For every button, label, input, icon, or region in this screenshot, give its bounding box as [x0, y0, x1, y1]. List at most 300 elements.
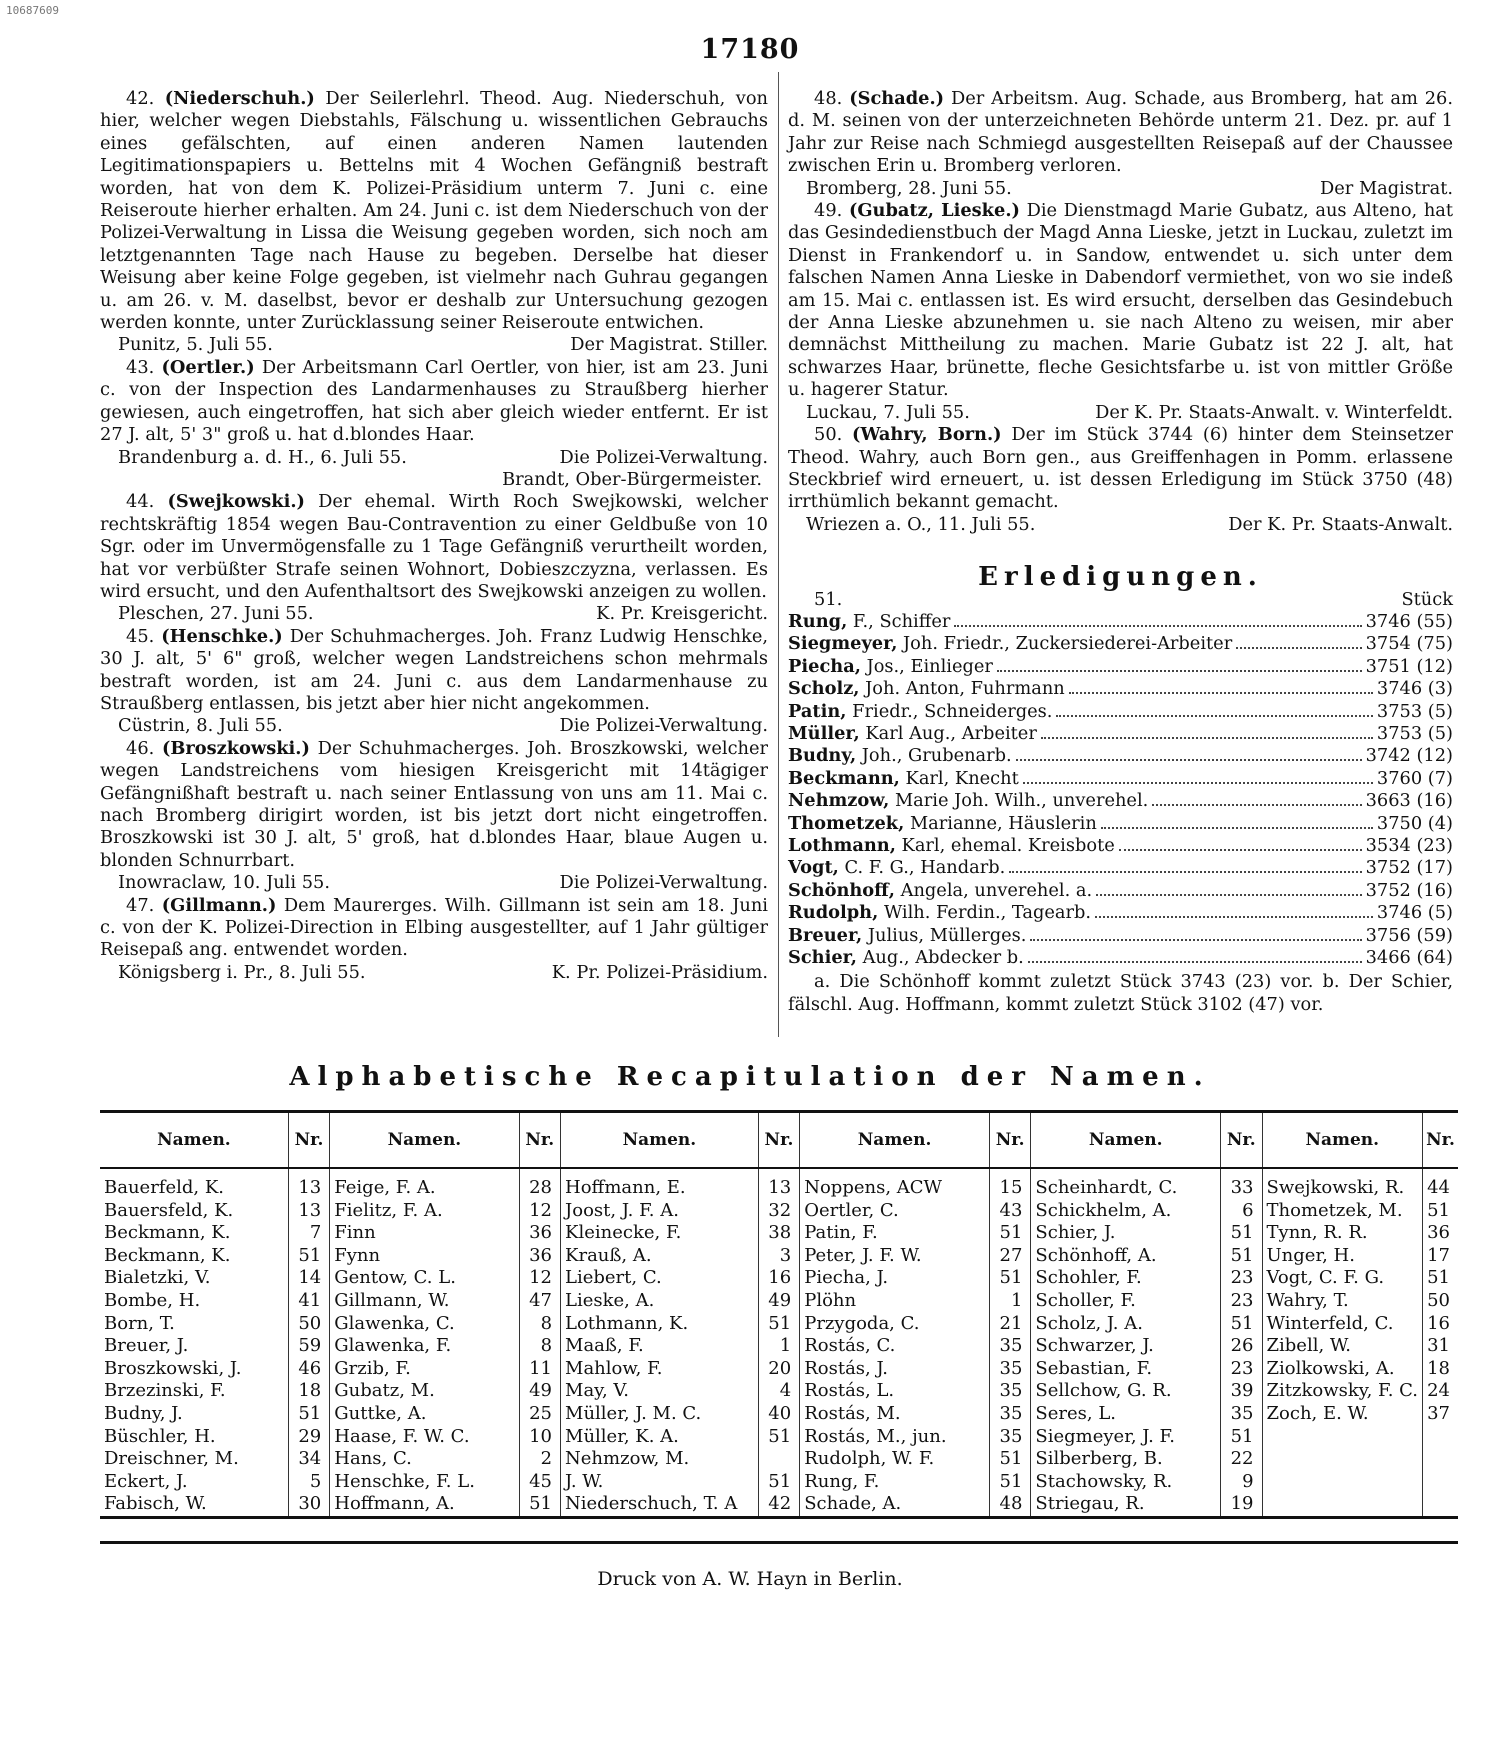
- header-name: Namen.: [1262, 1113, 1422, 1168]
- recap-name: Rostás, L.: [800, 1380, 990, 1403]
- notice-body: Der ehemal. Wirth Roch Swejkowski, welcher rechtskräftig 1854 wegen Bau-Contravention zu einer Geldbuße von 10 Sgr. oder im Unvermögensfalle zu 1 Tage Gefängniß verurtheilt worden, hat vor verbüßter Strafe seinen Wohnort, Dobieszczyzna, verlassen. Es wird ersucht, und den Aufenthaltsort des Swejkowski anzeigen zu wollen.: [100, 491, 768, 602]
- erledigung-stueck: 3746 (55): [1365, 610, 1453, 632]
- recap-name: Siegmeyer, J. F.: [1031, 1426, 1221, 1449]
- notice-text: [100, 357, 768, 447]
- recap-name: [1262, 1471, 1422, 1494]
- recap-number: 43: [989, 1200, 1030, 1223]
- recap-name: Müller, J. M. C.: [561, 1403, 759, 1426]
- notice-signature: [788, 402, 1453, 424]
- notice-entry: [100, 357, 768, 491]
- recap-number: 20: [758, 1358, 799, 1381]
- dot-leader: [1101, 827, 1373, 829]
- notice-number: 42.: [126, 88, 155, 109]
- signature-authority: Der Magistrat. Stiller.: [570, 334, 768, 356]
- recap-number: 51: [1221, 1245, 1262, 1268]
- recap-name: Gubatz, M.: [330, 1380, 519, 1403]
- recap-number: 37: [1427, 1402, 1450, 1424]
- notice-number: 50.: [814, 424, 843, 446]
- erledigung-description: Karl, ehemal. Kreisbote: [901, 835, 1115, 856]
- notice-number: 47.: [126, 894, 155, 916]
- erledigung-name: Patin,: [788, 700, 847, 722]
- erledigung-name: Thometzek,: [788, 812, 905, 834]
- erledigung-item: [788, 745, 1453, 767]
- signature-authority: Der K. Pr. Staats-Anwalt.: [1228, 513, 1453, 535]
- signature-place-date: Pleschen, 27. Juni 55.: [118, 603, 314, 625]
- recap-name: Rostás, M.: [800, 1403, 990, 1426]
- recap-name: Rostás, J.: [800, 1358, 990, 1381]
- signature-authority: K. Pr. Kreisgericht.: [596, 603, 768, 625]
- recap-number: 51: [989, 1448, 1030, 1471]
- recap-name: Beckmann, K.: [100, 1222, 288, 1245]
- dot-leader: [1236, 647, 1361, 649]
- recap-number: 7: [288, 1222, 329, 1245]
- recap-name: Bombe, H.: [100, 1290, 288, 1313]
- notice-number: 49.: [814, 200, 843, 222]
- table-row: [100, 1358, 1458, 1381]
- notice-name: (Gillmann.): [161, 894, 277, 916]
- recap-number: 23: [1221, 1358, 1262, 1381]
- recap-name: Fynn: [330, 1245, 519, 1268]
- notice-name: (Henschke.): [161, 625, 283, 647]
- recap-name: Nehmzow, M.: [561, 1448, 759, 1471]
- erledigung-stueck: 3754 (75): [1365, 633, 1453, 655]
- recap-number: 48: [989, 1493, 1030, 1516]
- notice-name: (Schade.): [849, 88, 945, 109]
- notice-text: [788, 200, 1453, 402]
- recap-number: 15: [989, 1168, 1030, 1200]
- recap-number: 49: [758, 1290, 799, 1313]
- recap-number: 39: [1221, 1380, 1262, 1403]
- erledigung-name: Scholz,: [788, 678, 860, 700]
- recap-name: Lieske, A.: [561, 1290, 759, 1313]
- notice-signature: [100, 715, 768, 737]
- signature-authority: Die Polizei-Verwaltung.: [559, 446, 768, 468]
- recap-name: Fabisch, W.: [100, 1493, 288, 1516]
- archive-stamp: 10687609: [6, 4, 59, 17]
- recapitulation-table: [100, 1110, 1458, 1519]
- erledigung-stueck: 3753 (5): [1376, 700, 1453, 722]
- notice-body: Der Schuhmacherges. Joh. Franz Ludwig Henschke, 30 J. alt, 5' 6" groß, welcher wegen Landstreichens schon mehrmals bestraft worden, ist am 24. Juni c. aus dem Landarmenhause zu Straußberg entlassen, bis jetzt aber hier nicht angekommen.: [100, 625, 769, 714]
- erledigung-item: [788, 880, 1453, 902]
- recap-name: Eckert, J.: [100, 1471, 288, 1494]
- recap-name: Liebert, C.: [561, 1267, 759, 1290]
- recap-name: [1262, 1448, 1422, 1471]
- recap-name: Stachowsky, R.: [1031, 1471, 1221, 1494]
- table-row: [100, 1335, 1458, 1358]
- recap-number: 16: [1427, 1312, 1450, 1334]
- recap-number: 23: [1221, 1290, 1262, 1313]
- recap-number: 4: [758, 1380, 799, 1403]
- recap-number: 35: [989, 1380, 1030, 1403]
- recap-number: 24: [1427, 1380, 1450, 1402]
- recap-number: 49: [519, 1380, 560, 1403]
- recap-number: 51: [1221, 1426, 1262, 1449]
- recap-name: Beckmann, K.: [100, 1245, 288, 1268]
- recap-name: Lothmann, K.: [561, 1313, 759, 1336]
- table-row: [100, 1493, 1458, 1516]
- recap-number: [1423, 1493, 1459, 1516]
- recap-number: 19: [1221, 1493, 1262, 1516]
- recap-number: 40: [758, 1403, 799, 1426]
- dot-leader: [954, 625, 1361, 627]
- signature-place-date: Cüstrin, 8. Juli 55.: [118, 715, 283, 737]
- notice-signature: [100, 962, 768, 984]
- dot-leader: [997, 670, 1362, 672]
- recap-number: [1423, 1426, 1459, 1449]
- left-column: [100, 88, 768, 984]
- recap-name: Plöhn: [800, 1290, 990, 1313]
- erledigung-item: [788, 611, 1453, 633]
- header-name: Namen.: [330, 1113, 519, 1168]
- header-nr: Nr.: [288, 1113, 329, 1168]
- recap-name: Schohler, F.: [1031, 1267, 1221, 1290]
- recapitulation-title: Alphabetische Recapitulation der Namen.: [289, 1062, 1211, 1092]
- dot-leader: [1023, 782, 1373, 784]
- recap-number: 1: [989, 1290, 1030, 1313]
- erledigung-name: Nehmzow,: [788, 790, 890, 812]
- recap-name: Kleinecke, F.: [561, 1222, 759, 1245]
- recap-number: 11: [519, 1358, 560, 1381]
- recap-number: 35: [989, 1335, 1030, 1358]
- erledigung-stueck: 3756 (59): [1365, 924, 1453, 946]
- recap-name: Müller, K. A.: [561, 1426, 759, 1449]
- recap-number: 51: [288, 1403, 329, 1426]
- notice-number: 43.: [126, 356, 155, 378]
- recap-number: 33: [1221, 1168, 1262, 1200]
- erledigung-item: [788, 768, 1453, 790]
- notice-body: Die Dienstmagd Marie Gubatz, aus Alteno, hat das Gesindedienstbuch der Magd Anna Lieske, jetzt in Luckau, zuletzt im Dienst in Frankendorf u. in Sandow, entwendet u. sich unter dem falschen Namen Anna Lieske in Dabendorf vermiethet, von wo sie indeß am 15. Mai c. entlassen ist. Es wird ersucht, derselben das Gesindebuch der Anna Lieske abzunehmen u. sie nach Alteno zu weisen, mir aber demnächst Mittheilung zu machen. Marie Gubatz ist 22 J. alt, hat schwarzes Haar, brünette, fleche Gesichtsfarbe u. ist von mittler Größe u. hagerer Statur.: [788, 200, 1454, 401]
- recap-number: 51: [989, 1222, 1030, 1245]
- notice-body: Der Seilerlehrl. Theod. Aug. Niederschuh, von hier, welcher wegen Diebstahls, Fälschung u. wissentlichen Gebrauchs eines gefälschten, auf einen anderen Namen lautenden Legitimationspapiers u. Bettelns mit 4 Wochen Gefängniß bestraft worden, hat von dem K. Polizei-Präsidium unterm 7. Juni c. eine Reiseroute hierher erhalten. Am 24. Juni c. ist dem Niederschuch von der Polizei-Verwaltung in Lissa die Weisung gegeben worden, sich noch am letztgenannten Tage nach Hause zu begeben. Derselbe hat dieser Weisung aber keine Folge gegeben, ist vielmehr nach Guhrau gegangen u. am 26. v. M. daselbst, bevor er deshalb zur Untersuchung gezogen werden konnte, unter Zurücklassung seiner Reiseroute entwichen.: [100, 88, 768, 334]
- header-nr: Nr.: [989, 1113, 1030, 1168]
- erledigung-stueck: 3534 (23): [1365, 835, 1453, 856]
- recap-name: Büschler, H.: [100, 1426, 288, 1449]
- notice-name: (Niederschuh.): [164, 88, 315, 109]
- recap-name: Bauerfeld, K.: [100, 1168, 288, 1200]
- recap-number: 9: [1221, 1471, 1262, 1494]
- notice-body: Dem Maurerges. Wilh. Gillmann ist sein am 18. Juni c. von der K. Polizei-Direction in Elbing ausgestellter, auf 1 Jahr gültiger Reisepaß ang. entwendet worden.: [100, 894, 768, 961]
- erledigung-name: Beckmann,: [788, 767, 900, 789]
- erledigung-name: Müller,: [788, 722, 860, 744]
- notice-name: (Swejkowski.): [167, 491, 305, 513]
- notice-entry: [100, 88, 768, 357]
- signature-authority: K. Pr. Polizei-Präsidium.: [551, 961, 768, 983]
- table-row: [100, 1267, 1458, 1290]
- recap-name: Gillmann, W.: [330, 1290, 519, 1313]
- recap-name: Fielitz, F. A.: [330, 1200, 519, 1223]
- recap-name: Krauß, A.: [561, 1245, 759, 1268]
- notice-signature: [100, 334, 768, 356]
- erledigung-name: Schönhoff,: [788, 879, 895, 901]
- erledigung-item: [788, 678, 1453, 700]
- page-number: 17180: [700, 34, 800, 65]
- recap-name: Wahry, T.: [1262, 1290, 1422, 1313]
- erledigung-name: Budny,: [788, 745, 857, 767]
- recap-name: Budny, J.: [100, 1403, 288, 1426]
- dot-leader: [1009, 871, 1361, 873]
- signature-authority: Die Polizei-Verwaltung.: [559, 715, 768, 737]
- dot-leader: [1028, 961, 1362, 963]
- erledigung-description: F., Schiffer: [852, 610, 951, 632]
- recap-number: 35: [1221, 1403, 1262, 1426]
- recap-name: Zoch, E. W.: [1262, 1403, 1422, 1426]
- recap-number: 51: [989, 1471, 1030, 1494]
- recap-name: Piecha, J.: [800, 1267, 990, 1290]
- notice-body: Der Schuhmacherges. Joh. Broszkowski, welcher wegen Landstreichens vom hiesigen Kreisgericht mit 14tägiger Gefängnißhaft bestraft u. nach seiner Entlassung von uns am 11. Mai c. nach Bromberg dirigirt worden, ist bis jetzt dort nicht eingetroffen. Broszkowski ist 30 J. alt, 5' groß, hat d.blondes Haar, blaue Augen u. blonden Schnurrbart.: [100, 737, 769, 871]
- dot-leader: [1069, 692, 1373, 694]
- recap-number: 16: [758, 1267, 799, 1290]
- recap-number: 17: [1427, 1244, 1450, 1266]
- recap-number: 51: [758, 1471, 799, 1494]
- recap-name: Hoffmann, E.: [561, 1168, 759, 1200]
- dot-leader: [1152, 804, 1361, 806]
- signature-place-date: Bromberg, 28. Juni 55.: [806, 177, 1012, 199]
- recap-number: 18: [288, 1380, 329, 1403]
- recap-number: 44: [1427, 1177, 1450, 1198]
- recap-number: 2: [519, 1448, 560, 1471]
- recap-number: 51: [1427, 1267, 1450, 1289]
- recap-name: Broszkowski, J.: [100, 1358, 288, 1381]
- recap-number: 14: [288, 1267, 329, 1290]
- recap-name: Hans, C.: [330, 1448, 519, 1471]
- recap-number: 46: [288, 1358, 329, 1381]
- right-column: [788, 88, 1453, 1016]
- recap-name: Ziolkowski, A.: [1262, 1358, 1422, 1381]
- recap-number: 45: [519, 1471, 560, 1494]
- erledigung-description: Julius, Müllerges.: [867, 924, 1027, 946]
- notice-text: [100, 895, 768, 962]
- recap-number: 25: [519, 1403, 560, 1426]
- notice-signature: [100, 447, 768, 469]
- recap-name: Schwarzer, J.: [1031, 1335, 1221, 1358]
- notice-number: 45.: [126, 625, 155, 647]
- recap-number: 51: [758, 1426, 799, 1449]
- recap-number: 12: [519, 1200, 560, 1223]
- notice-signature: [100, 872, 768, 894]
- recap-name: Scholz, J. A.: [1031, 1313, 1221, 1336]
- recap-name: Dreischner, M.: [100, 1448, 288, 1471]
- recap-number: 42: [758, 1493, 799, 1516]
- recap-number: 31: [1427, 1335, 1450, 1357]
- header-name: Namen.: [100, 1113, 288, 1168]
- notice-entry: [100, 738, 768, 895]
- notice-name: (Broszkowski.): [161, 737, 310, 759]
- dot-leader: [1041, 737, 1373, 739]
- signature-place-date: Wriezen a. O., 11. Juli 55.: [806, 513, 1036, 535]
- recap-number: 36: [519, 1222, 560, 1245]
- erledigung-name: Lothmann,: [788, 835, 896, 856]
- notice-entry: [100, 626, 768, 738]
- recap-name: Schier, J.: [1031, 1222, 1221, 1245]
- recap-name: Feige, F. A.: [330, 1168, 519, 1200]
- header-name: Namen.: [1031, 1113, 1221, 1168]
- recap-number: 36: [1427, 1222, 1450, 1244]
- recap-name: May, V.: [561, 1380, 759, 1403]
- table-row: [100, 1222, 1458, 1245]
- recap-number: 13: [288, 1168, 329, 1200]
- recap-number: 35: [989, 1426, 1030, 1449]
- notice-body: Der Arbeitsm. Aug. Schade, aus Bromberg, hat am 26. d. M. seinen von der unterzeichneten Behörde unterm 21. Dez. pr. auf 1 Jahr zur Reise nach Schmiegd ausgestellten Reisepaß auf der Chaussee zwischen Erin u. Bromberg verloren.: [788, 88, 1453, 177]
- recap-name: Swejkowski, R.: [1262, 1168, 1422, 1200]
- recap-name: Schade, A.: [800, 1493, 990, 1516]
- recap-name: Seres, L.: [1031, 1403, 1221, 1426]
- recap-name: Finn: [330, 1222, 519, 1245]
- dot-leader: [1056, 715, 1372, 717]
- recap-name: Unger, H.: [1262, 1245, 1422, 1268]
- notice-entry: [788, 424, 1453, 536]
- notice-text: [100, 626, 768, 716]
- notice-text: [788, 424, 1453, 514]
- recap-name: Joost, J. F. A.: [561, 1200, 759, 1223]
- recap-number: 50: [288, 1313, 329, 1336]
- recap-name: Przygoda, C.: [800, 1313, 990, 1336]
- recap-name: Sebastian, F.: [1031, 1358, 1221, 1381]
- recap-name: Niederschuch, T. A: [561, 1493, 759, 1516]
- erledigung-item: [788, 633, 1453, 655]
- erledigung-stueck: 3746 (3): [1376, 678, 1453, 700]
- erledigung-item: [788, 835, 1453, 857]
- recap-number: 18: [1427, 1357, 1450, 1379]
- erledigung-name: Piecha,: [788, 655, 861, 677]
- recap-number: 8: [519, 1335, 560, 1358]
- recap-number: 26: [1221, 1335, 1262, 1358]
- erledigung-description: Angela, unverehel. a.: [900, 879, 1093, 901]
- dot-leader: [1119, 849, 1362, 851]
- recap-number: 28: [519, 1168, 560, 1200]
- erledigung-item: [788, 723, 1453, 745]
- recap-name: Zitzkowsky, F. C.: [1262, 1380, 1422, 1403]
- erledigung-description: Joh. Anton, Fuhrmann: [865, 678, 1065, 700]
- recap-name: Grzib, F.: [330, 1358, 519, 1381]
- recap-number: 51: [519, 1493, 560, 1516]
- notice-number: 44.: [126, 491, 155, 513]
- erledigung-description: Aug., Abdecker b.: [862, 947, 1024, 969]
- recap-name: Breuer, J.: [100, 1335, 288, 1358]
- erledigung-stueck: 3751 (12): [1365, 655, 1453, 677]
- dot-leader: [1030, 939, 1361, 941]
- signature-place-date: Königsberg i. Pr., 8. Juli 55.: [118, 961, 366, 983]
- recap-name: Zibell, W.: [1262, 1335, 1422, 1358]
- erledigung-description: Marie Joh. Wilh., unverehel.: [894, 790, 1149, 812]
- table-row: [100, 1245, 1458, 1268]
- recap-number: 36: [519, 1245, 560, 1268]
- recap-number: 47: [519, 1290, 560, 1313]
- recap-number: 51: [758, 1313, 799, 1336]
- recap-number: 35: [989, 1403, 1030, 1426]
- recap-number: 8: [519, 1313, 560, 1336]
- recap-number: 6: [1221, 1200, 1262, 1223]
- recap-name: Tynn, R. R.: [1262, 1222, 1422, 1245]
- table-row: [100, 1426, 1458, 1449]
- recap-name: Guttke, A.: [330, 1403, 519, 1426]
- notice-number: 48.: [814, 88, 843, 109]
- notice-text: [100, 88, 768, 334]
- notice-name: (Wahry, Born.): [852, 424, 1002, 446]
- signature-authority: Der K. Pr. Staats-Anwalt. v. Winterfeldt.: [1095, 401, 1453, 423]
- notice-signature: [788, 514, 1453, 536]
- recap-name: Brzezinski, F.: [100, 1380, 288, 1403]
- erledigung-stueck: 3750 (4): [1376, 812, 1453, 834]
- erledigung-name: Rudolph,: [788, 902, 879, 924]
- header-nr: Nr.: [758, 1113, 799, 1168]
- signature-place-date: Brandenburg a. d. H., 6. Juli 55.: [118, 446, 407, 468]
- table-row: [100, 1313, 1458, 1336]
- erledigung-description: Joh. Friedr., Zuckersiederei-Arbeiter: [903, 633, 1233, 655]
- notice-body: Der im Stück 3744 (6) hinter dem Steinsetzer Theod. Wahry, auch Born gen., aus Greiffenhagen in Pomm. erlassene Steckbrief wird erneuert, u. ist dessen Erledigung im Stück 3750 (48) irrthümlich bekannt gemacht.: [788, 424, 1454, 513]
- erledigung-description: Friedr., Schneiderges.: [852, 700, 1053, 722]
- table-row: [100, 1471, 1458, 1494]
- recap-number: 1: [758, 1335, 799, 1358]
- erledigung-stueck: 3466 (64): [1365, 947, 1453, 969]
- recap-number: 51: [1221, 1313, 1262, 1336]
- recap-name: Winterfeld, C.: [1262, 1313, 1422, 1336]
- recap-name: [1262, 1426, 1422, 1449]
- recap-name: [1262, 1493, 1422, 1516]
- erledigung-item: [788, 857, 1453, 879]
- erledigung-item: [788, 790, 1453, 812]
- notice-body: Der Arbeitsmann Carl Oertler, von hier, ist am 23. Juni c. von der Inspection des Landarmenhauses zu Straußberg hierher gewiesen, auch eingetroffen, hat sich aber gleich wieder entfernt. Er ist 27 J. alt, 5' 3" groß u. hat d.blondes Haar.: [100, 356, 769, 446]
- erledigung-description: Jos., Einlieger: [866, 655, 993, 677]
- recap-name: Vogt, C. F. G.: [1262, 1267, 1422, 1290]
- erledigung-stueck: 3746 (5): [1376, 902, 1453, 924]
- recap-name: Bauersfeld, K.: [100, 1200, 288, 1223]
- notice-text: [100, 738, 768, 872]
- recap-number: 34: [288, 1448, 329, 1471]
- notice-number: 46.: [126, 737, 155, 759]
- erledigung-name: Siegmeyer,: [788, 633, 898, 655]
- erledigung-description: Karl Aug., Arbeiter: [865, 722, 1037, 744]
- recap-number: 23: [1221, 1267, 1262, 1290]
- recap-number: 41: [288, 1290, 329, 1313]
- recap-name: Schickhelm, A.: [1031, 1200, 1221, 1223]
- recap-number: 38: [758, 1222, 799, 1245]
- recap-number: [1423, 1448, 1459, 1471]
- header-nr: Nr.: [519, 1113, 560, 1168]
- recap-name: Peter, J. F. W.: [800, 1245, 990, 1268]
- recap-number: 30: [288, 1493, 329, 1516]
- signature-authority: Der Magistrat.: [1320, 177, 1453, 199]
- erledigung-name: Schier,: [788, 947, 857, 969]
- recap-name: Glawenka, C.: [330, 1313, 519, 1336]
- erledigung-stueck: 3752 (16): [1365, 879, 1453, 901]
- erledigung-item: [788, 947, 1453, 969]
- recap-number: 51: [288, 1245, 329, 1268]
- erledigung-item: [788, 701, 1453, 723]
- recap-name: Oertler, C.: [800, 1200, 990, 1223]
- erledigung-name: Vogt,: [788, 857, 839, 879]
- recap-number: [1423, 1471, 1459, 1494]
- recap-name: Patin, F.: [800, 1222, 990, 1245]
- printer-imprint: Druck von A. W. Hayn in Berlin.: [597, 1568, 903, 1590]
- recap-name: Thometzek, M.: [1262, 1200, 1422, 1223]
- signature-official: Brandt, Ober-Bürgermeister.: [502, 468, 762, 490]
- erledigung-description: Wilh. Ferdin., Tagearb.: [883, 902, 1092, 924]
- table-row: [100, 1290, 1458, 1313]
- recap-number: 10: [519, 1426, 560, 1449]
- recap-name: Sellchow, G. R.: [1031, 1380, 1221, 1403]
- recap-name: Silberberg, B.: [1031, 1448, 1221, 1471]
- notice-signature: [788, 178, 1453, 200]
- signature-place-date: Inowraclaw, 10. Juli 55.: [118, 872, 330, 894]
- stueck-label: Stück: [1401, 588, 1453, 610]
- recap-number: 59: [288, 1335, 329, 1358]
- notice-entry: [788, 200, 1453, 424]
- recap-name: Rung, F.: [800, 1471, 990, 1494]
- recap-number: 51: [1427, 1199, 1450, 1221]
- signature-place-date: Punitz, 5. Juli 55.: [118, 334, 273, 356]
- recap-number: 21: [989, 1313, 1030, 1336]
- table-row: [100, 1380, 1458, 1403]
